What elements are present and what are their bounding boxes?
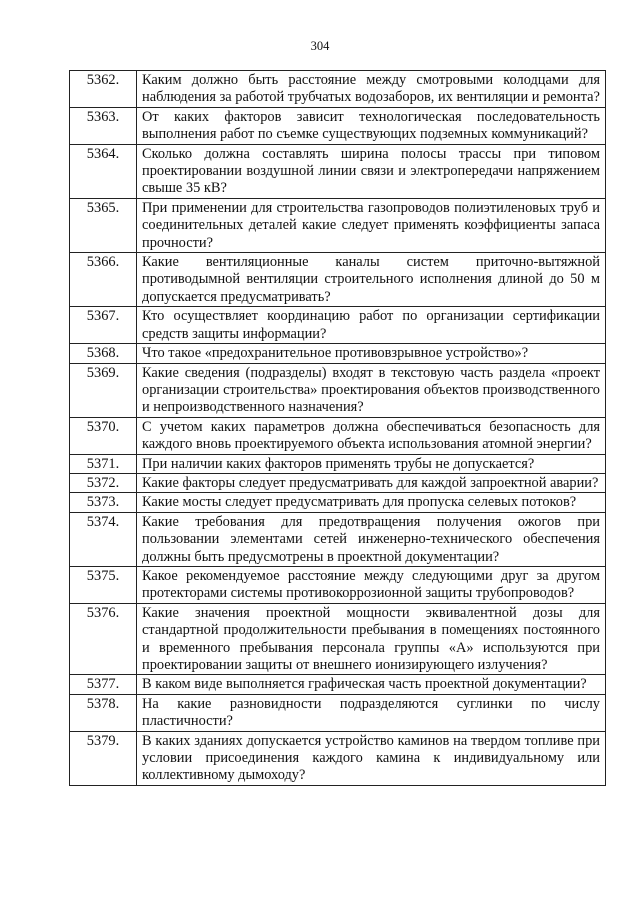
question-number: 5365. <box>70 198 137 252</box>
question-number: 5376. <box>70 603 137 675</box>
question-number: 5364. <box>70 144 137 198</box>
question-row <box>70 344 606 363</box>
question-number: 5370. <box>70 417 137 454</box>
question-text: В каких зданиях допускается устройство каминов на твердом топливе при условии присоединения каждого камина к индивидуальному или коллективному дымоходу? <box>137 731 606 785</box>
question-row <box>70 363 606 417</box>
question-text: Кто осуществляет координацию работ по организации сертификации средств защиты информации? <box>137 307 606 344</box>
question-text: С учетом каких параметров должна обеспечиваться безопасность для каждого вновь проектируемого объекта использования атомной энергии? <box>137 417 606 454</box>
question-number: 5379. <box>70 731 137 785</box>
question-row <box>70 417 606 454</box>
question-text: От каких факторов зависит технологическая последовательность выполнения работ по съемке существующих подземных коммуникаций? <box>137 107 606 144</box>
question-number: 5372. <box>70 473 137 492</box>
question-text: Сколько должна составлять ширина полосы трассы при типовом проектировании воздушной линии связи и электропередачи напряжением свыше 35 кВ? <box>137 144 606 198</box>
question-text: Что такое «предохранительное противовзрывное устройство»? <box>137 344 606 363</box>
question-text: Какие требования для предотвращения получения ожогов при пользовании элементами сетей инженерно-технического обеспечения должны быть предусмотрены в проектной документации? <box>137 512 606 566</box>
question-row <box>70 473 606 492</box>
question-number: 5362. <box>70 71 137 108</box>
question-row <box>70 694 606 731</box>
question-row <box>70 144 606 198</box>
question-number: 5363. <box>70 107 137 144</box>
question-text: Какое рекомендуемое расстояние между следующими друг за другом протекторами системы противокоррозионной защиты трубопроводов? <box>137 566 606 603</box>
questions-table <box>69 70 606 786</box>
question-row <box>70 493 606 512</box>
question-text: На какие разновидности подразделяются суглинки по числу пластичности? <box>137 694 606 731</box>
question-number: 5371. <box>70 454 137 473</box>
question-number: 5367. <box>70 307 137 344</box>
question-text: Какие значения проектной мощности эквивалентной дозы для стандартной продолжительности пребывания в помещениях постоянного и временного пребывания персонала группы «А» используются при проектировании защиты от внешнего ионизирующего излучения? <box>137 603 606 675</box>
question-row <box>70 253 606 307</box>
question-number: 5366. <box>70 253 137 307</box>
question-row <box>70 454 606 473</box>
question-text: Какие вентиляционные каналы систем приточно-вытяжной противодымной вентиляции строительного исполнения длиной до 50 м допускается предусматривать? <box>137 253 606 307</box>
question-row <box>70 603 606 675</box>
question-text: В каком виде выполняется графическая часть проектной документации? <box>137 675 606 694</box>
question-row <box>70 198 606 252</box>
question-row <box>70 71 606 108</box>
question-text: Какие мосты следует предусматривать для пропуска селевых потоков? <box>137 493 606 512</box>
question-number: 5368. <box>70 344 137 363</box>
page-number: 304 <box>310 39 330 53</box>
question-text: Каким должно быть расстояние между смотровыми колодцами для наблюдения за работой трубчатых водозаборов, их вентиляции и ремонта? <box>137 71 606 108</box>
question-text: Какие сведения (подразделы) входят в текстовую часть раздела «проект организации строительства» проектирования объектов производственного и непроизводственного назначения? <box>137 363 606 417</box>
question-row <box>70 512 606 566</box>
question-number: 5374. <box>70 512 137 566</box>
question-number: 5375. <box>70 566 137 603</box>
question-number: 5378. <box>70 694 137 731</box>
question-row <box>70 675 606 694</box>
question-text: При наличии каких факторов применять трубы не допускается? <box>137 454 606 473</box>
question-row <box>70 566 606 603</box>
questions-table-body <box>70 71 606 786</box>
question-number: 5377. <box>70 675 137 694</box>
question-row <box>70 307 606 344</box>
question-number: 5373. <box>70 493 137 512</box>
question-text: При применении для строительства газопроводов полиэтиленовых труб и соединительных деталей какие следует применять коэффициенты запаса прочности? <box>137 198 606 252</box>
question-row <box>70 107 606 144</box>
question-text: Какие факторы следует предусматривать для каждой запроектной аварии? <box>137 473 606 492</box>
question-number: 5369. <box>70 363 137 417</box>
question-row <box>70 731 606 785</box>
